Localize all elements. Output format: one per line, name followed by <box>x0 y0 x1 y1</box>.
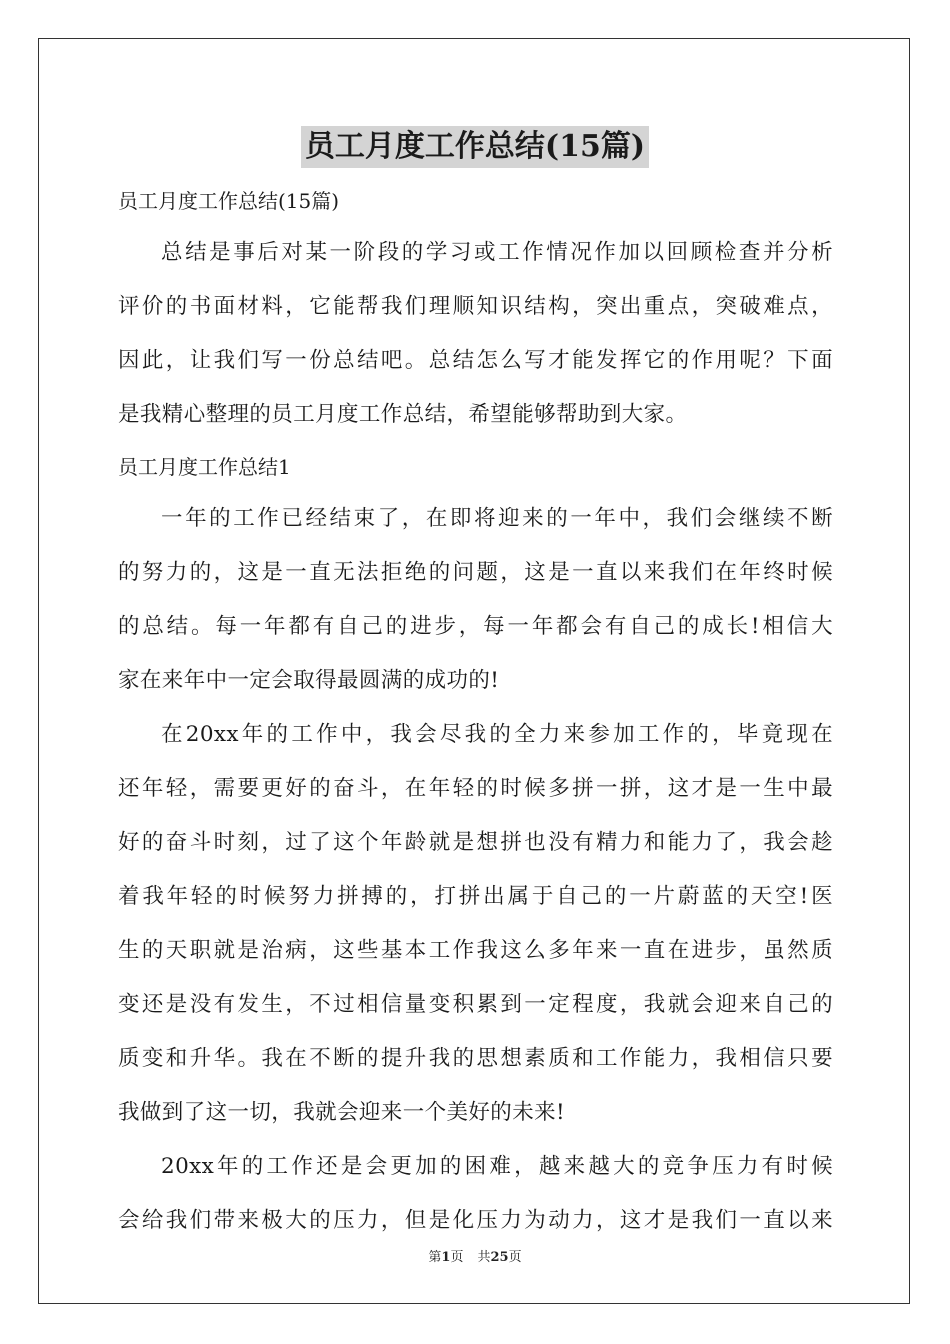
paragraph-line: 好的奋斗时刻，过了这个年龄就是想拼也没有精力和能力了，我会趁 <box>118 830 833 855</box>
paragraph-2 <box>118 708 833 1140</box>
paragraph-line: 变还是没有发生，不过相信量变积累到一定程度，我就会迎来自己的 <box>118 992 833 1017</box>
paragraph-line: 生的天职就是治病，这些基本工作我这么多年来一直在进步，虽然质 <box>118 938 833 963</box>
paragraph-line: 一年的工作已经结束了，在即将迎来的一年中，我们会继续不断 <box>161 506 833 531</box>
page-footer <box>0 1246 950 1265</box>
page-total: 25 <box>490 1250 509 1265</box>
paragraph-line: 家在来年中一定会取得最圆满的成功的! <box>118 668 500 693</box>
title-container <box>0 126 950 168</box>
document-body <box>118 176 833 1248</box>
paragraph-line: 着我年轻的时候努力拼搏的，打拼出属于自己的一片蔚蓝的天空!医 <box>118 884 833 909</box>
page-unit: 页 <box>450 1250 464 1265</box>
total-unit: 页 <box>508 1250 522 1265</box>
page-prefix: 第 <box>428 1250 442 1265</box>
paragraph-3 <box>118 1140 833 1248</box>
paragraph-1 <box>118 492 833 708</box>
total-prefix: 共 <box>477 1250 491 1265</box>
document-subtitle: 员工月度工作总结(15篇) <box>118 189 340 213</box>
paragraph-line: 质变和升华。我在不断的提升我的思想素质和工作能力，我相信只要 <box>118 1046 833 1071</box>
paragraph-line: 还年轻，需要更好的奋斗，在年轻的时候多拼一拼，这才是一生中最 <box>118 776 833 801</box>
paragraph-line: 在20xx年的工作中，我会尽我的全力来参加工作的，毕竟现在 <box>161 722 833 747</box>
paragraph-line: 的努力的，这是一直无法拒绝的问题，这是一直以来我们在年终时候 <box>118 560 833 585</box>
paragraph-line: 因此，让我们写一份总结吧。总结怎么写才能发挥它的作用呢？下面 <box>118 348 833 373</box>
page-current: 1 <box>441 1250 451 1265</box>
paragraph-line: 总结是事后对某一阶段的学习或工作情况作加以回顾检查并分析 <box>161 240 833 265</box>
intro-paragraph <box>118 226 833 442</box>
paragraph-line: 我做到了这一切，我就会迎来一个美好的未来! <box>118 1100 566 1125</box>
paragraph-line: 的总结。每一年都有自己的进步，每一年都会有自己的成长!相信大 <box>118 614 833 639</box>
paragraph-line: 是我精心整理的员工月度工作总结，希望能够帮助到大家。 <box>118 402 688 427</box>
section-heading: 员工月度工作总结1 <box>118 455 291 479</box>
document-title: 员工月度工作总结(15篇) <box>301 126 649 168</box>
paragraph-line: 20xx年的工作还是会更加的困难，越来越大的竞争压力有时候 <box>161 1154 833 1179</box>
paragraph-line: 会给我们带来极大的压力，但是化压力为动力，这才是我们一直以来 <box>118 1208 833 1233</box>
paragraph-line: 评价的书面材料，它能帮我们理顺知识结构，突出重点，突破难点， <box>118 294 833 319</box>
